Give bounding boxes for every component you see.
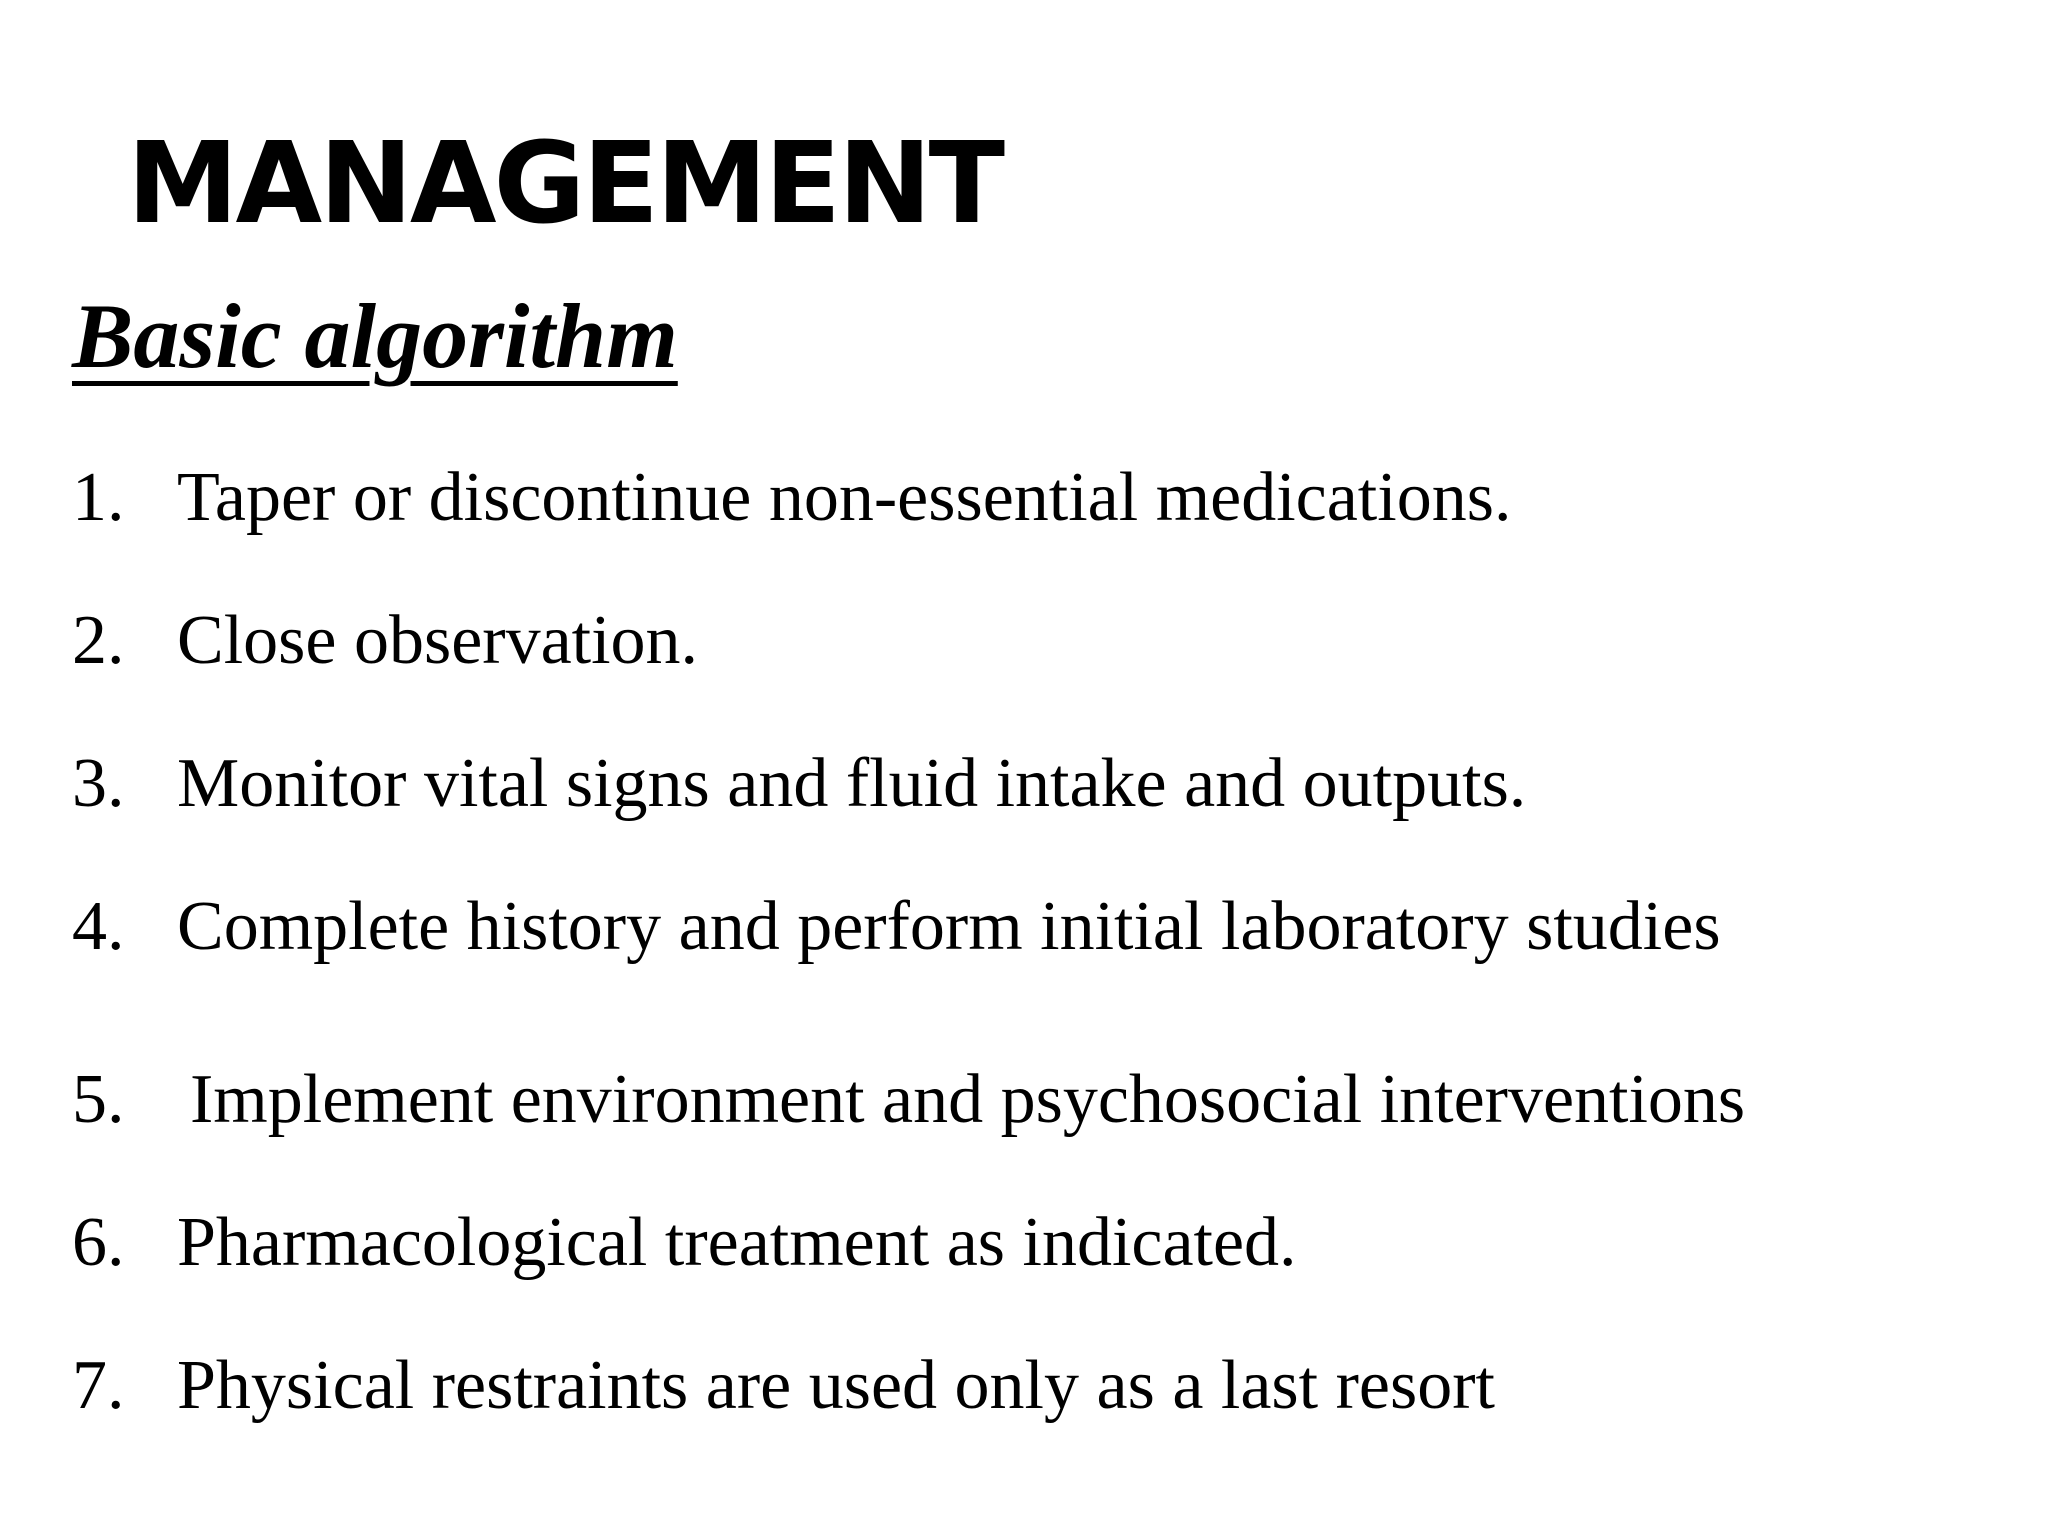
- step-text: Close observation.: [177, 602, 699, 679]
- step-number: 7.: [72, 1347, 125, 1424]
- step-text: Taper or discontinue non-essential medications.: [177, 459, 1512, 536]
- step-text: Pharmacological treatment as indicated.: [177, 1204, 1297, 1281]
- step-text: Monitor vital signs and fluid intake and outputs.: [177, 745, 1527, 822]
- step-text: Physical restraints are used only as a last resort: [177, 1347, 1495, 1424]
- step-text: Implement environment and psychosocial interventions: [190, 1061, 1746, 1138]
- step-number: 1.: [72, 459, 125, 536]
- step-text: Complete history and perform initial laboratory studies: [177, 888, 1721, 965]
- slide-title: MANAGEMENT: [127, 119, 1003, 249]
- slide-subtitle: Basic algorithm: [72, 285, 678, 387]
- step-number: 2.: [72, 602, 125, 679]
- step-number: 3.: [72, 745, 125, 822]
- step-number: 6.: [72, 1204, 125, 1281]
- step-number: 5.: [72, 1061, 125, 1138]
- step-number: 4.: [72, 888, 125, 965]
